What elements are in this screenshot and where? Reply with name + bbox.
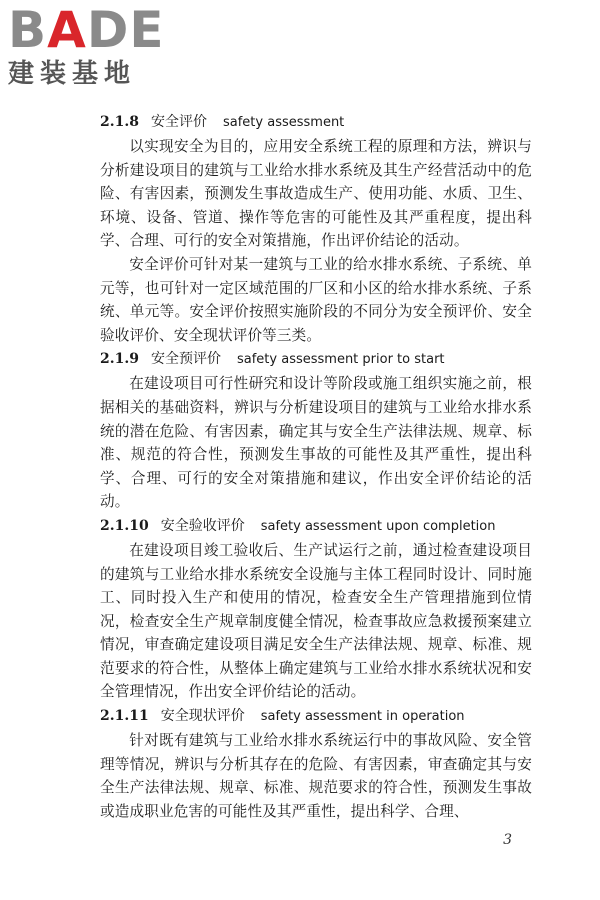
section-number: 2.1.10 [100,517,149,534]
section-title-zh: 安全验收评价 [160,517,245,534]
section-number: 2.1.8 [100,114,139,130]
section-number: 2.1.11 [100,708,149,725]
section-heading [100,110,532,135]
paragraph: 针对既有建筑与工业给水排水系统运行中的事故风险、安全管理等情况，辨识与分析其存在的危险、有害因素，审查确定其与安全生产法律法规、规章、标准、规范要求的符合性，预测发生事故或造成职业危害的可能性及其严重性，提出科学、合理、 [100,732,532,820]
logo-mark [8,1,178,59]
logo [8,1,178,96]
section-number: 2.1.9 [100,351,139,368]
section-2-1-10 [100,514,532,704]
logo-letters-left: B [8,1,48,59]
paragraph: 在建设项目可行性研究和设计等阶段或施工组织实施之前，根据相关的基础资料，辨识与分析建设项目的建筑与工业给水排水系统的潜在危险、有害因素，确定其与安全生产法律法规、规章、标准、规范的符合性，预测发生事故的可能性及其严重性，提出科学、合理、可行的安全对策措施和建议，作出安全评价结论的活动。 [100,375,532,511]
page-number: 3 [503,832,512,848]
logo-letters-right: DE [86,1,165,59]
section-title-zh: 安全现状评价 [160,708,245,725]
section-title-en: safety assessment [222,115,345,130]
section-heading [100,514,532,539]
section-title-zh: 安全预评价 [150,351,221,368]
section-2-1-8 [100,110,532,347]
logo-letter-accent: A [47,1,87,59]
section-2-1-9 [100,347,532,514]
section-heading [100,347,532,372]
section-title-en: safety assessment prior to start [236,352,445,368]
document-body [100,110,532,823]
logo-subtitle: 建装基地 [8,59,137,89]
section-heading [100,704,532,729]
section-title-en: safety assessment in operation [260,709,465,725]
section-title-en: safety assessment upon completion [260,518,496,534]
paragraph: 以实现安全为目的，应用安全系统工程的原理和方法，辨识与分析建设项目的建筑与工业给水排水系统及其生产经营活动中的危险、有害因素，预测发生事故造成生产、使用功能、水质、卫生、环境、设备、管道、操作等危害的可能性及其严重程度，提出科学、合理、可行的安全对策措施，作出评价结论的活动。 [100,138,532,250]
section-2-1-11 [100,704,532,823]
paragraph: 安全评价可针对某一建筑与工业的给水排水系统、子系统、单元等，也可针对一定区域范围的厂区和小区的给水排水系统、子系统、单元等。安全评价按照实施阶段的不同分为安全预评价、安全验收评价、安全现状评价等三类。 [100,255,532,344]
section-title-zh: 安全评价 [150,114,207,130]
paragraph: 在建设项目竣工验收后、生产试运行之前，通过检查建设项目的建筑与工业给水排水系统安全设施与主体工程同时设计、同时施工、同时投入生产和使用的情况，检查安全生产管理措施到位情况，检查安全生产规章制度健全情况，检查事故应急救援预案建立情况，审查确定建设项目满足安全生产法律法规、规章、标准、规范要求的符合性，从整体上确定建筑与工业给水排水系统状况和安全管理情况，作出安全评价结论的活动。 [100,541,532,701]
